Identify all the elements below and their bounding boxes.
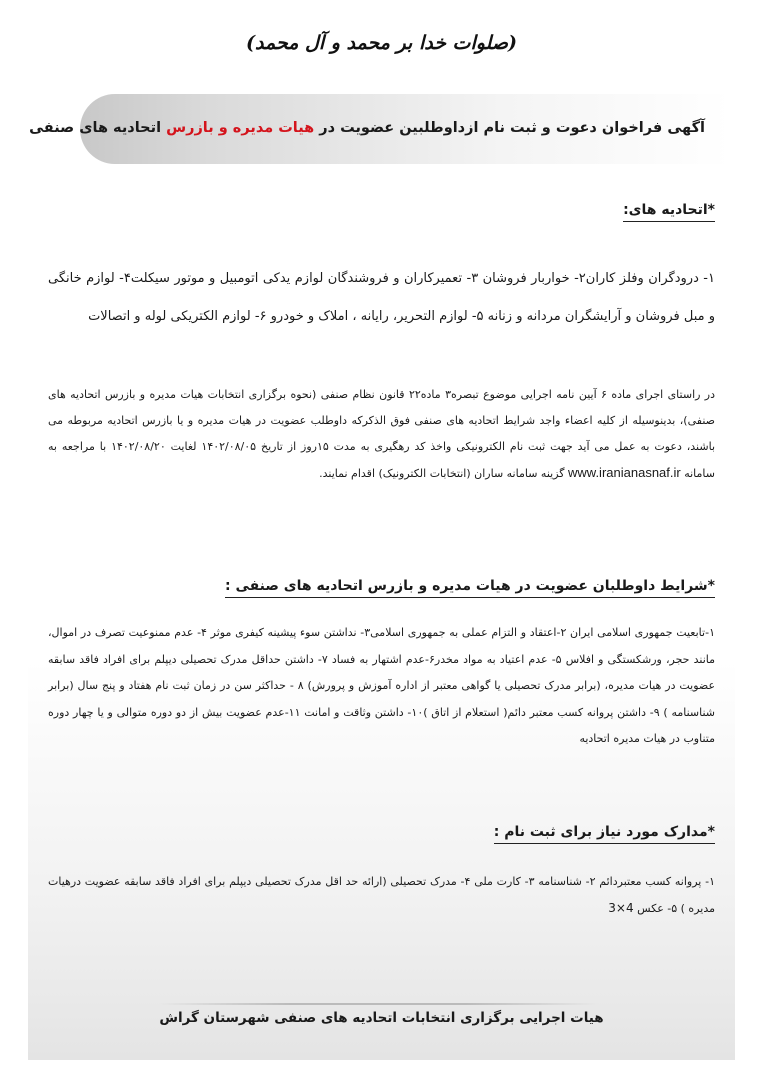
documents-text: ۱- پروانه کسب معتبردائم ۲- شناسنامه ۳- کارت ملی ۴- مدرک تحصیلی (ارائه حد اقل مدرک تحصیلی دیپلم برای افراد فاقد سابقه عضویت درهیات مدیره ) ۵- عکس: [48, 875, 716, 915]
photo-size: 3×4: [608, 901, 634, 915]
intro-text-after: گزینه سامانه ساران (انتخابات الکترونیک) اقدام نمایند.: [319, 467, 568, 480]
intro-paragraph: [48, 382, 715, 487]
notice-title: [29, 120, 705, 136]
salawat-header: (صلوات خدا بر محمد و آل محمد): [246, 32, 517, 54]
title-part1: آگهی فراخوان دعوت و ثبت نام ازداوطلبین عضویت در: [314, 120, 705, 136]
conditions-heading: *شرایط داوطلبان عضویت در هیات مدیره و بازرس اتحادیه های صنفی :: [225, 578, 715, 598]
intro-text-before: در راستای اجرای ماده ۶ آیین نامه اجرایی موضوع تبصره۳ ماده۲۲ قانون نظام صنفی (نحوه برگزاری انتخابات هیات مدیره و بازرس اتحادیه های صنفی)، بدینوسیله از کلیه اعضاء واجد شرایط اتحادیه های صنفی فوق الذکرکه داوطلب عضویت در هیات مدیره و یا بازرس اتحادیه مربوطه می باشند، دعوت به عمل می آید جهت ثبت نام الکترونیکی واخذ کد رهگیری به مدت ۱۵روز از تاریخ ۱۴۰۲/۰۸/۰۵ لغایت ۱۴۰۲/۰۸/۲۰ با مراجعه به سامانه: [48, 388, 716, 480]
notice-page: [28, 10, 735, 1060]
conditions-paragraph: ۱-تابعیت جمهوری اسلامی ایران ۲-اعتقاد و التزام عملی به جمهوری اسلامی۳- نداشتن سوء پیشینه کیفری موثر ۴- عدم ممنوعیت تصرف در اموال، مانند حجر، ورشکستگی و افلاس ۵- عدم اعتیاد به مواد مخدر۶-عدم اشتهار به فساد ۷- داشتن حداقل مدرک تحصیلی دیپلم برای افراد فاقد سابقه عضویت در هیات مدیره، (برابر مدرک تحصیلی یا گواهی معتبر از اداره آموزش و پرورش) ۸ - حداکثر سن در زمان ثبت نام هفتاد و پنج سال (برابر شناسنامه ) ۹- داشتن پروانه کسب معتبر دائم( استعلام از اتاق )۱۰- داشتن وثاقت و امانت ۱۱-عدم عضویت بیش از دو دوره متوالی و یا چهار دوره متناوب در هیات مدیره اتحادیه: [48, 626, 716, 745]
unions-list: ۱- درودگران وفلز کاران۲- خواربار فروشان ۳- تعمیرکاران و فروشندگان لوازم یدکی اتومبیل و موتور سیکلت۴- لوازم خانگی و مبل فروشان و آرایشگران مردانه و زنانه ۵- لوازم التحریر، رایانه ، املاک و خودرو ۶- لوازم الکتریکی لوله و اتصالات: [48, 271, 715, 324]
documents-paragraph: [48, 868, 715, 922]
unions-heading: *اتحادیه های:: [623, 202, 715, 222]
footer-signature: هیات اجرایی برگزاری انتخابات اتحادیه های صنفی شهرستان گراش: [159, 1010, 604, 1026]
website-link[interactable]: www.iranianasnaf.ir: [568, 465, 681, 480]
footer-divider: [158, 1003, 598, 1005]
title-part2: اتحادیه های صنفی: [29, 120, 167, 136]
title-highlight: هیات مدیره و بازرس: [166, 120, 315, 136]
documents-heading: *مدارک مورد نیاز برای ثبت نام :: [494, 824, 715, 844]
